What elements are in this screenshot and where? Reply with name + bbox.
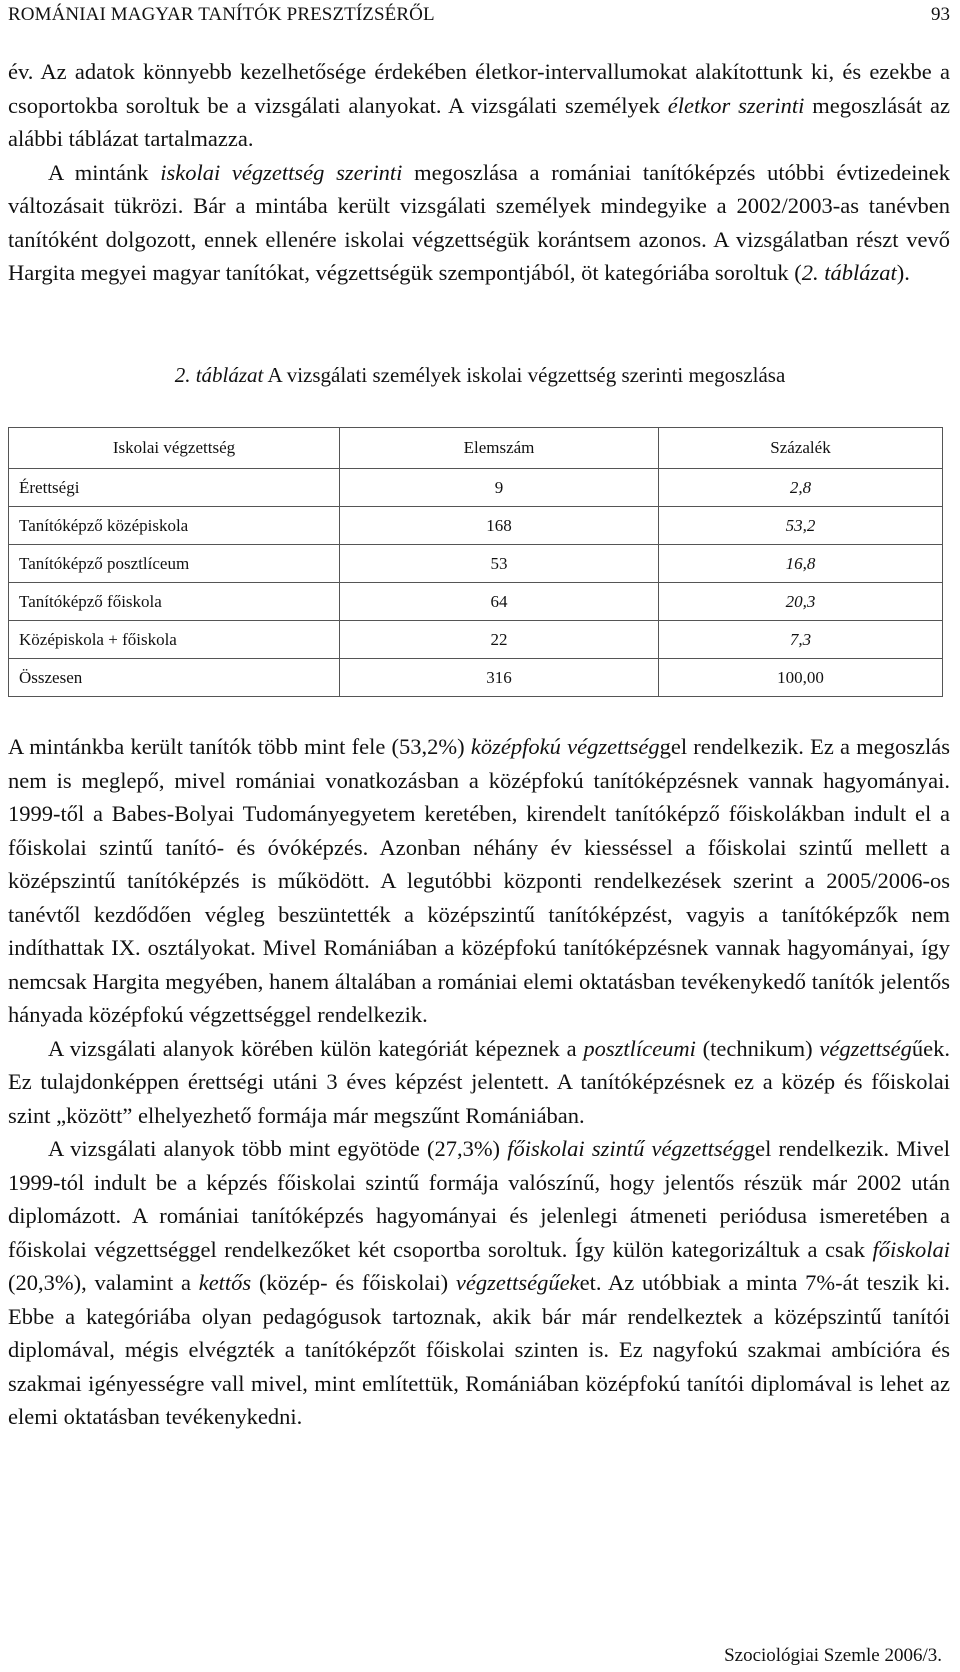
category-cell: Tanítóképző posztlíceum (9, 545, 340, 583)
paragraph-1: év. Az adatok könnyebb kezelhetősége érdekében életkor-intervallumokat alakítottunk ki, és ezekbe a csoportokba soroltuk be a vizsgálati alanyokat. A vizsgálati személyek életkor szerinti megoszlását az alábbi táblázat tartalmazza. (8, 59, 950, 151)
category-cell: Tanítóképző középiskola (9, 507, 340, 545)
table-row (9, 545, 943, 583)
header-cell: Iskolai végzettség (9, 428, 340, 469)
count-cell: 316 (340, 659, 659, 697)
percent-cell: 7,3 (659, 621, 943, 659)
category-cell: Érettségi (9, 469, 340, 507)
journal-footer: Szociológiai Szemle 2006/3. (724, 1645, 942, 1666)
page-number: 93 (931, 4, 950, 25)
paragraph-2: A mintánk iskolai végzettség szerinti megoszlása a romániai tanítóképzés utóbbi évtizedeinek változásait tükrözi. Bár a mintába került vizsgálati személyek mindegyike a 2002/2003-as tanévben tanítóként dolgozott, ennek ellenére iskolai végzettségük korántsem azonos. A vizsgálatban részt vevő Hargita megyei magyar tanítókat, végzettségük szempontjából, öt kategóriába soroltuk (2. táblázat). (8, 159, 951, 285)
bottom-text-block (8, 730, 950, 1434)
table-row (9, 621, 943, 659)
percent-cell: 100,00 (659, 659, 943, 697)
header-cell: Elemszám (340, 428, 659, 469)
percent-cell: 20,3 (659, 583, 943, 621)
table-row (9, 583, 943, 621)
count-cell: 9 (340, 469, 659, 507)
top-text-block (8, 55, 950, 290)
percent-cell: 53,2 (659, 507, 943, 545)
table-caption-text: A vizsgálati személyek iskolai végzettség szerinti megoszlása (263, 363, 786, 387)
count-cell: 64 (340, 583, 659, 621)
table-caption (0, 360, 960, 390)
table-total-row (9, 659, 943, 697)
table-header-row (9, 428, 943, 469)
count-cell: 53 (340, 545, 659, 583)
education-table (8, 427, 943, 697)
count-cell: 168 (340, 507, 659, 545)
category-cell: Középiskola + főiskola (9, 621, 340, 659)
running-title: ROMÁNIAI MAGYAR TANÍTÓK PRESZTÍZSÉRŐL (8, 4, 435, 25)
table-row (9, 507, 943, 545)
category-cell: Tanítóképző főiskola (9, 583, 340, 621)
percent-cell: 16,8 (659, 545, 943, 583)
count-cell: 22 (340, 621, 659, 659)
paragraph-3: A mintánkba került tanítók több mint fele (53,2%) középfokú végzettséggel rendelkezik. Ez a megoszlás nem is meglepő, mivel romániai vonatkozásban a középfokú tanítóképzésnek vannak hagyományai. 1999-től a Babes-Bolyai Tudományegyetem keretében, kirendelt tanítóképző főiskolákban indult el a főiskolai szintű tanító- és óvóképzés. Azonban néhány év kiesséssel a főiskolai szintű mellett a középszintű tanítóképzés is működött. A legutóbbi központi rendelkezések szerint a 2005/2006-os tanévtől kezdődően végleg beszüntették a középszintű tanítóképzést, vagyis a tanítóképzők nem indíthattak IX. osztályokat. Mivel Romániában a középfokú tanítóképzésnek vannak hagyományai, így nemcsak Hargita megyében, hanem általában a romániai elemi oktatásban tevékenykedő tanítók jelentős hányada középfokú végzettséggel rendelkezik. (8, 734, 951, 1027)
running-header (8, 4, 950, 34)
header-cell: Százalék (659, 428, 943, 469)
paragraph-5: A vizsgálati alanyok több mint egyötöde (27,3%) főiskolai szintű végzettséggel rendelkezik. Mivel 1999-tól indult be a képzés főiskolai szintű formája valószínű, hogy jelentős részük már 2002 után diplomázott. A romániai tanítóképzés hagyományai és jelenlegi átmeneti periódusa ismeretében a főiskolai végzettséggel rendelkezőket két csoportba soroltuk. Így külön kategorizáltuk a csak főiskolai (20,3%), valamint a kettős (közép- és főiskolai) végzettségűeket. Az utóbbiak a minta 7%-át teszik ki. Ebbe a kategóriába olyan pedagógusok tartoznak, akik bár már rendelkeztek a középszintű tanítói diplomával, mégis elvégzték a tanítóképzőt főiskolai szinten is. Ez nagyfokú szakmai ambícióra és szakmai igényességre vall mivel, mint említettük, Romániában középfokú tanítói diplomával is lehet az elemi oktatásban tevékenykedni. (8, 1136, 950, 1429)
category-cell: Összesen (9, 659, 340, 697)
paragraph-4: A vizsgálati alanyok körében külön kategóriát képeznek a posztlíceumi (technikum) végzettségűek. Ez tulajdonképpen érettségi utáni 3 éves képzést jelentett. A tanítóképzésnek ez a közép és főiskolai szint „között” elhelyezhető formája már megszűnt Romániában. (8, 1035, 950, 1128)
percent-cell: 2,8 (659, 469, 943, 507)
table-row (9, 469, 943, 507)
table-caption-label: 2. táblázat (174, 363, 264, 387)
